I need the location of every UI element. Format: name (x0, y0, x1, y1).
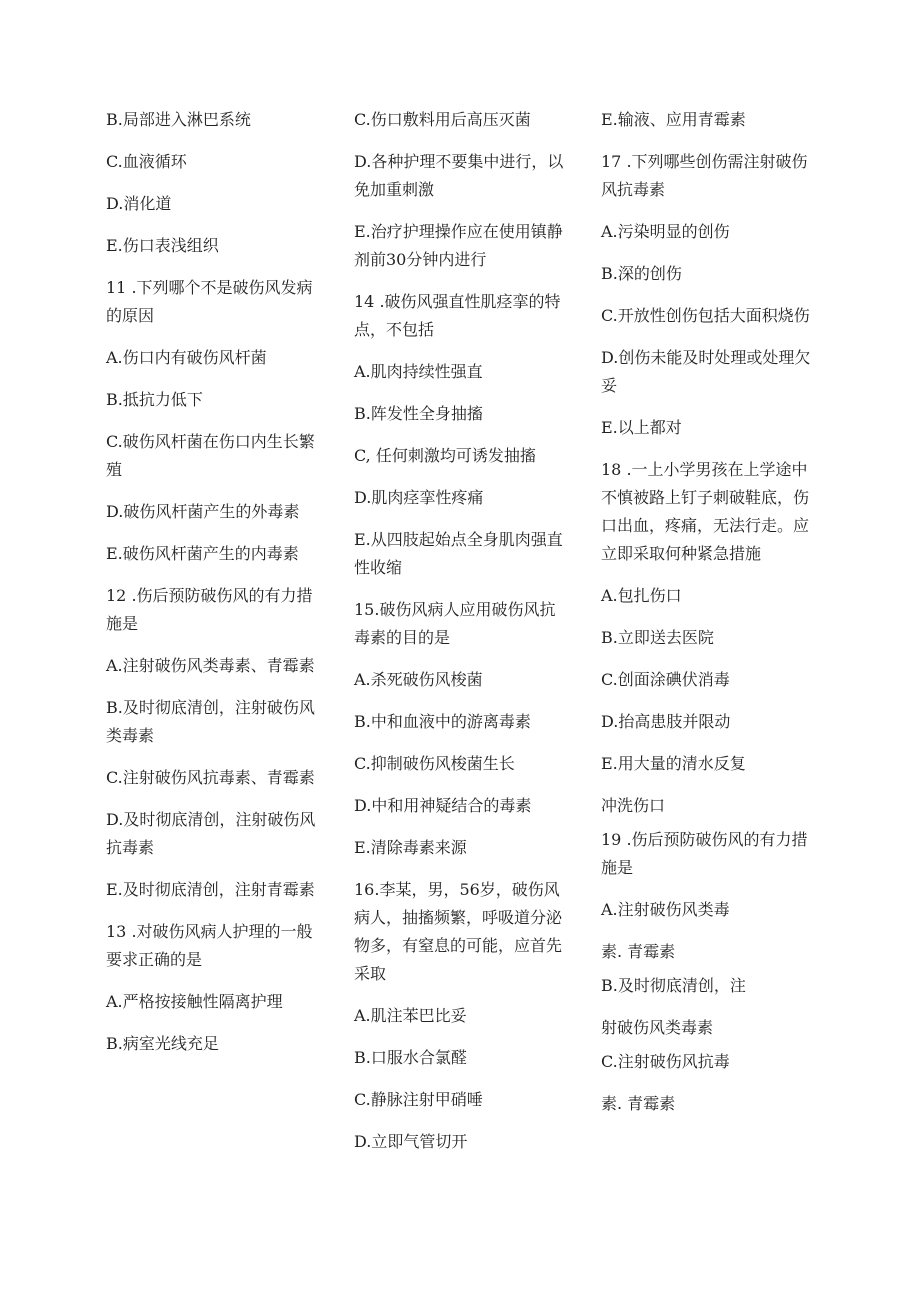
question-line: E.输液、应用青霉素 (601, 110, 746, 129)
question-line: D.抬高患肢并限动 (601, 712, 731, 731)
question-line: B.立即送去医院 (601, 628, 714, 647)
question-line: C.抑制破伤风梭菌生长 (354, 754, 515, 773)
question-line: A.污染明显的创伤 (601, 222, 730, 241)
question-line: D.破伤风杆菌产生的外毒素 (106, 502, 300, 521)
question-line: A.包扎伤口 (601, 586, 682, 605)
question-line: 18 .一上小学男孩在上学途中不慎被路上钉子刺破鞋底，伤口出血，疼痛，无法行走。应立即采取何种紧急措施 (601, 460, 810, 563)
question-line: A.注射破伤风类毒 (601, 900, 730, 919)
question-line: A.肌注苯巴比妥 (354, 1006, 467, 1025)
question-line: 12 .伤后预防破伤风的有力措施是 (106, 586, 313, 633)
question-line: C.破伤风杆菌在伤口内生长繁殖 (106, 432, 315, 479)
question-line: C.注射破伤风抗毒素、青霉素 (106, 768, 315, 787)
question-line: C.伤口敷料用后高压灭菌 (354, 110, 531, 129)
question-line: E.从四肢起始点全身肌肉强直性收缩 (354, 530, 563, 577)
question-line: 14 .破伤风强直性肌痉挛的特点，不包括 (354, 292, 561, 339)
question-line: C.注射破伤风抗毒 (601, 1052, 730, 1071)
question-line: C.静脉注射甲硝唾 (354, 1090, 483, 1109)
question-line: B.深的创伤 (601, 264, 682, 283)
question-line: C.创面涂碘伏消毒 (601, 670, 730, 689)
question-line: 15.破伤风病人应用破伤风抗毒素的目的是 (354, 600, 556, 647)
question-line: D.创伤未能及时处理或处理欠妥 (601, 348, 811, 395)
question-line: 16.李某，男，56岁，破伤风病人，抽搐频繁，呼吸道分泌物多，有窒息的可能，应首先采取 (354, 880, 563, 983)
text-column-1 (106, 106, 316, 1072)
question-line: D.消化道 (106, 194, 172, 213)
question-line: B.及时彻底清创，注射破伤风类毒素 (106, 698, 315, 745)
question-line: A.肌肉持续性强直 (354, 362, 483, 381)
question-line: 素. 青霉素 (601, 942, 676, 961)
question-line: B.中和血液中的游离毒素 (354, 712, 531, 731)
question-line: B.抵抗力低下 (106, 390, 203, 409)
question-line: 17 .下列哪些创伤需注射破伤风抗毒素 (601, 152, 808, 199)
question-line: E.伤口表浅组织 (106, 236, 219, 255)
question-line: E.用大量的清水反复 (601, 754, 746, 773)
question-line: A.伤口内有破伤风杆菌 (106, 348, 267, 367)
text-column-3 (601, 106, 811, 1132)
question-line: C.血液循环 (106, 152, 187, 171)
question-line: A.严格按接触性隔离护理 (106, 992, 283, 1011)
question-line: 19 .伤后预防破伤风的有力措施是 (601, 830, 808, 877)
question-line: B.口服水合氯醛 (354, 1048, 467, 1067)
question-line: 11 .下列哪个不是破伤风发病的原因 (106, 278, 313, 325)
question-line: 13 .对破伤风病人护理的一般要求正确的是 (106, 922, 313, 969)
question-line: 冲洗伤口 (601, 796, 666, 815)
question-line: D.立即气管切开 (354, 1132, 468, 1151)
question-line: B.阵发性全身抽搐 (354, 404, 483, 423)
question-line: A.注射破伤风类毒素、青霉素 (106, 656, 315, 675)
question-line: B.及时彻底清创，注 (601, 976, 746, 995)
question-line: 素. 青霉素 (601, 1094, 676, 1113)
question-line: E.清除毒素来源 (354, 838, 467, 857)
question-line: E.破伤风杆菌产生的内毒素 (106, 544, 299, 563)
question-line: B.病室光线充足 (106, 1034, 219, 1053)
question-line: E.及时彻底清创，注射青霉素 (106, 880, 315, 899)
question-line: B.局部进入淋巴系统 (106, 110, 251, 129)
question-line: D.中和用神疑结合的毒素 (354, 796, 532, 815)
question-line: C.开放性创伤包括大面积烧伤 (601, 306, 810, 325)
question-line: D.各种护理不要集中进行，以免加重刺激 (354, 152, 564, 199)
text-column-2 (354, 106, 564, 1170)
question-line: C, 任何刺激均可诱发抽搐 (354, 446, 536, 465)
question-line: 射破伤风类毒素 (601, 1018, 714, 1037)
question-line: E.治疗护理操作应在使用镇静剂前30分钟内进行 (354, 222, 563, 269)
question-line: D.及时彻底清创，注射破伤风抗毒素 (106, 810, 316, 857)
question-line: A.杀死破伤风梭菌 (354, 670, 483, 689)
question-line: D.肌肉痉挛性疼痛 (354, 488, 484, 507)
question-line: E.以上都对 (601, 418, 682, 437)
